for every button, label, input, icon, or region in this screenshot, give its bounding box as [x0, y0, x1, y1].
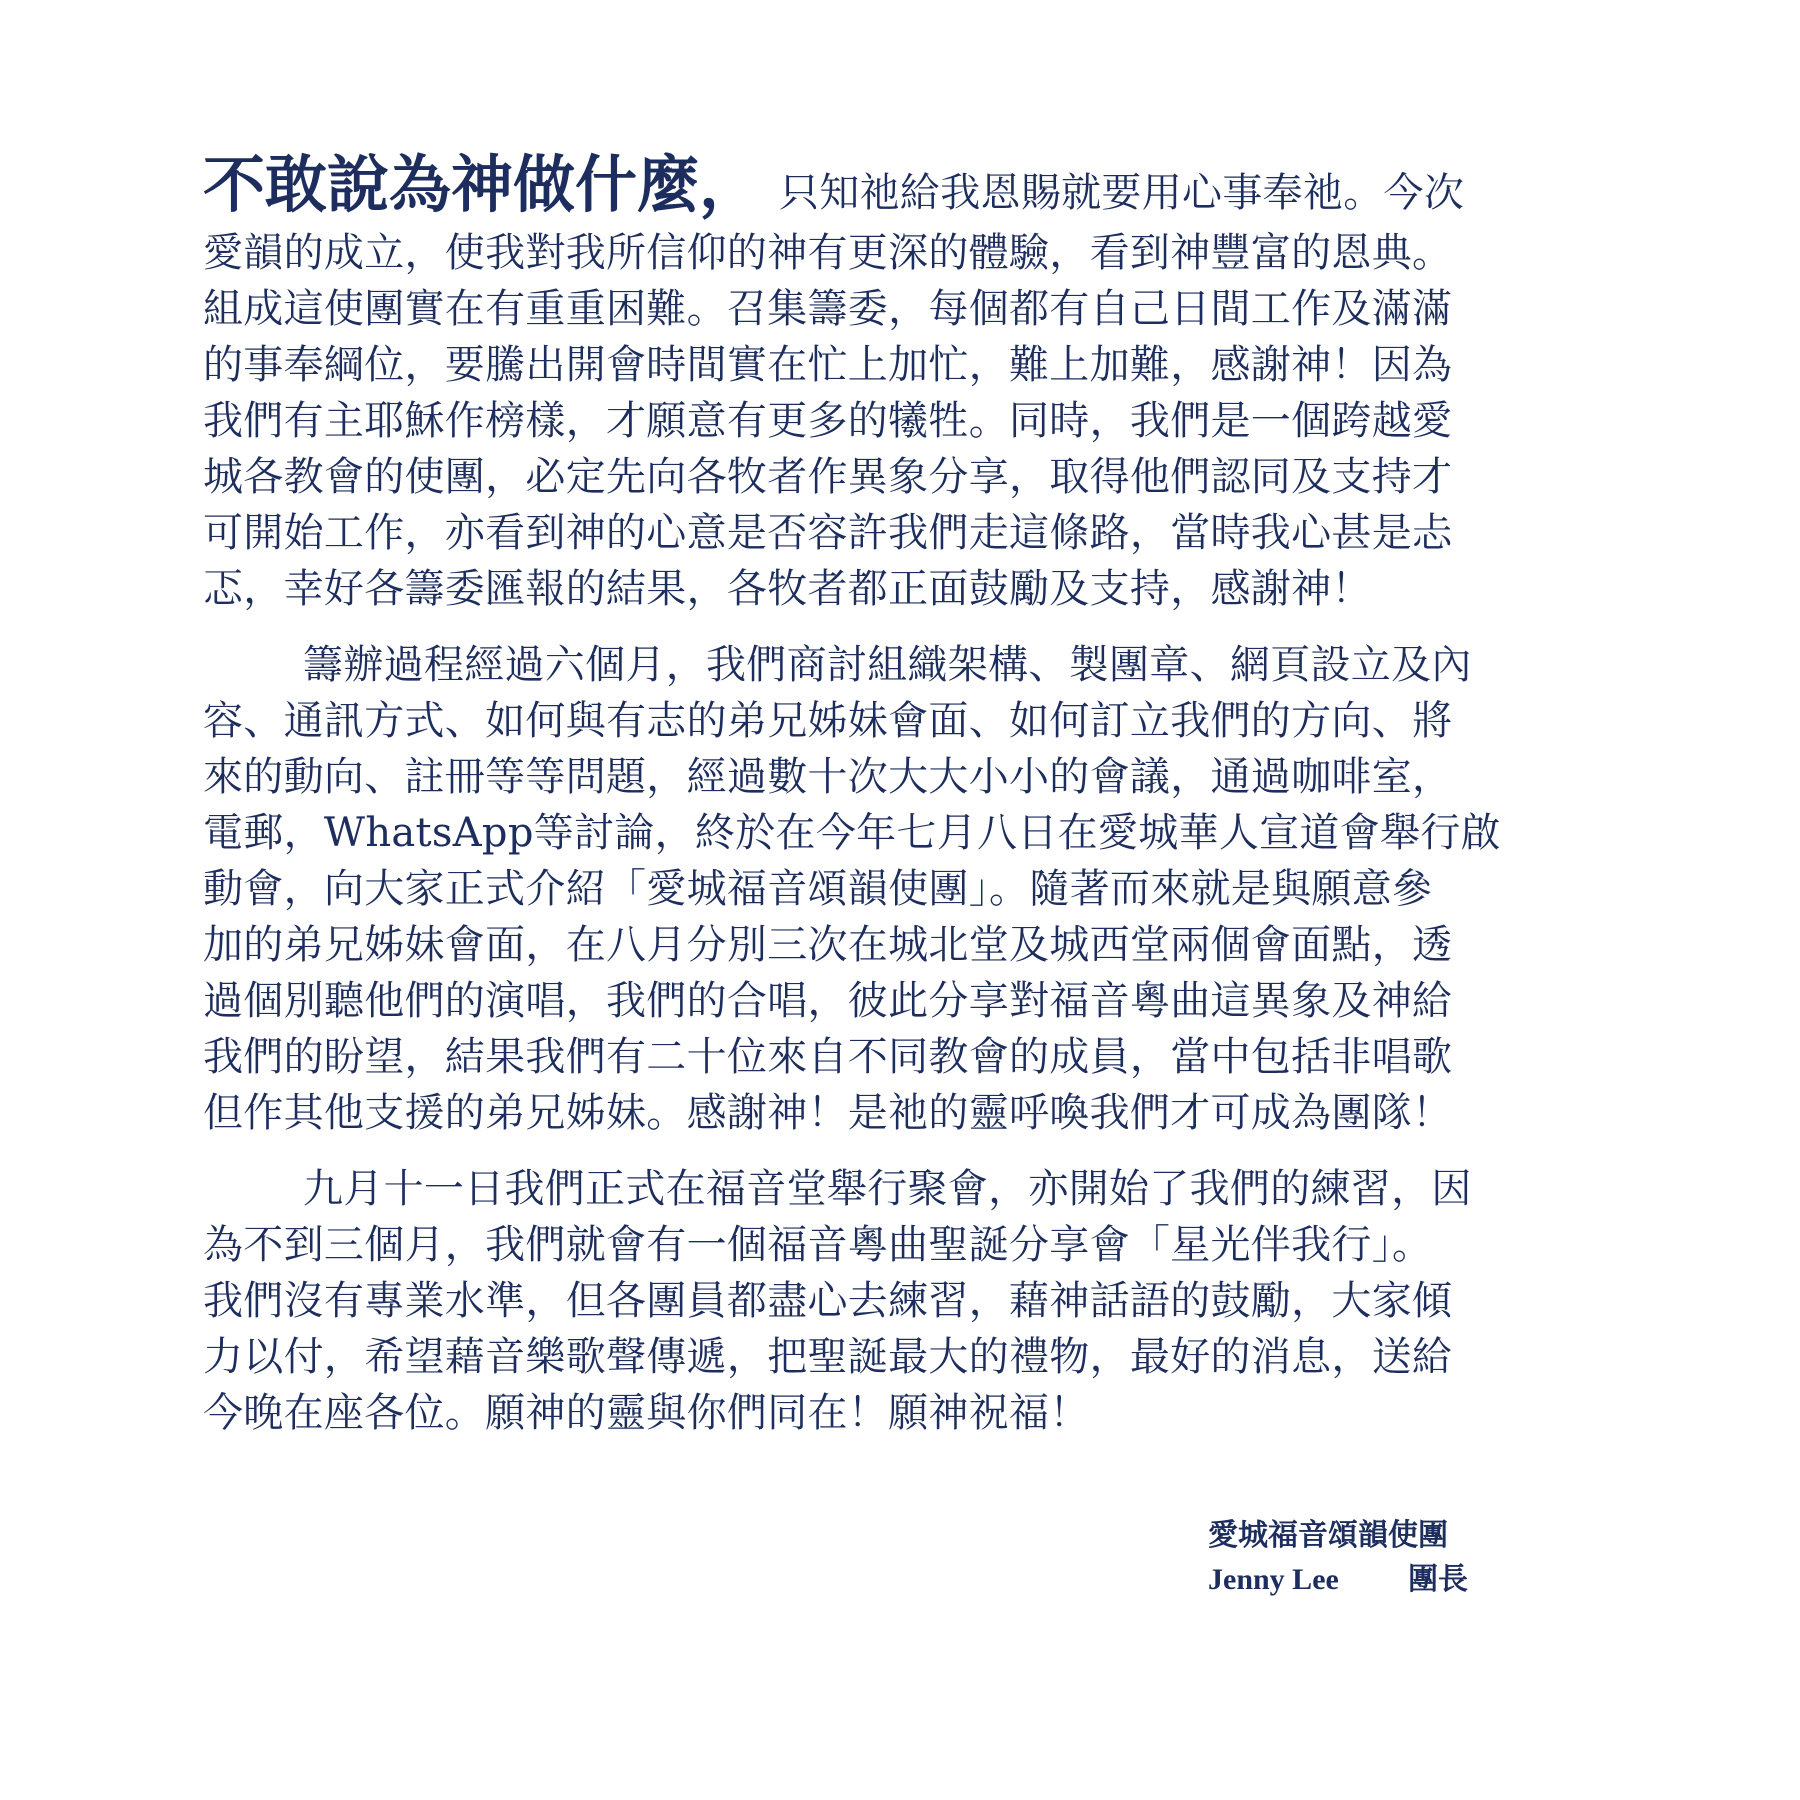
paragraph-2	[203, 637, 1623, 1141]
paragraph-line: 力以付，希望藉音樂歌聲傳遞，把聖誕最大的禮物，最好的消息，送給	[203, 1334, 1453, 1380]
paragraph-line: 的事奉綱位，要騰出開會時間實在忙上加忙，難上加難，感謝神！因為	[203, 342, 1453, 388]
paragraph-1	[203, 225, 1623, 617]
paragraph-line: 為不到三個月，我們就會有一個福音粵曲聖誕分享會「星光伴我行」。	[203, 1222, 1433, 1268]
paragraph-line: 我們的盼望，結果我們有二十位來自不同教會的成員，當中包括非唱歌	[203, 1034, 1453, 1080]
paragraph-line: 九月十一日我們正式在福音堂舉行聚會，亦開始了我們的練習，因	[303, 1166, 1472, 1212]
paragraph-line: 忑，幸好各籌委匯報的結果，各牧者都正面鼓勵及支持，感謝神！	[203, 566, 1372, 612]
paragraph-3	[203, 1161, 1623, 1441]
signature-block	[1208, 1514, 1508, 1602]
paragraph-line: 容、通訊方式、如何與有志的弟兄姊妹會面、如何訂立我們的方向、將	[203, 698, 1453, 744]
paragraph-line: 我們沒有專業水準，但各團員都盡心去練習，藉神話語的鼓勵，大家傾	[203, 1278, 1453, 1324]
paragraph-line: 但作其他支援的弟兄姊妹。感謝神！是祂的靈呼喚我們才可成為團隊！	[203, 1090, 1453, 1136]
lead-heading: 不敢說為神做什麼，	[203, 148, 762, 221]
paragraph-line: 今晚在座各位。願神的靈與你們同在！願神祝福！	[203, 1390, 1090, 1436]
signature-title: 團長	[1408, 1563, 1468, 1596]
signature-name-line	[1208, 1558, 1508, 1602]
paragraph-spacer	[203, 617, 1623, 637]
signature-organization: 愛城福音頌韻使團	[1208, 1519, 1448, 1552]
first-line-text: 只知祂給我恩賜就要用心事奉祂。今次	[779, 170, 1465, 216]
paragraph-line: 來的動向、註冊等等問題，經過數十次大大小小的會議，通過咖啡室，	[203, 754, 1453, 800]
first-line	[203, 145, 1623, 225]
paragraph-line: 加的弟兄姊妹會面，在八月分別三次在城北堂及城西堂兩個會面點，透	[203, 922, 1453, 968]
paragraph-line: 可開始工作，亦看到神的心意是否容許我們走這條路，當時我心甚是忐	[203, 510, 1453, 556]
paragraph-line: 愛韻的成立，使我對我所信仰的神有更深的體驗，看到神豐富的恩典。	[203, 230, 1453, 276]
paragraph-line: 組成這使團實在有重重困難。召集籌委，每個都有自己日間工作及滿滿	[203, 286, 1453, 332]
paragraph-spacer	[203, 1141, 1623, 1161]
paragraph-line: 籌辦過程經過六個月，我們商討組織架構、製團章、網頁設立及內	[303, 642, 1472, 688]
paragraph-line: 過個別聽他們的演唱，我們的合唱，彼此分享對福音粵曲這異象及神給	[203, 978, 1453, 1024]
paragraph-line: 我們有主耶穌作榜樣，才願意有更多的犧牲。同時，我們是一個跨越愛	[203, 398, 1453, 444]
signature-name: Jenny Lee	[1208, 1563, 1339, 1596]
paragraph-line: 城各教會的使團，必定先向各牧者作異象分享，取得他們認同及支持才	[203, 454, 1453, 500]
letter-body	[203, 145, 1623, 1441]
paragraph-line: 電郵，WhatsApp等討論，終於在今年七月八日在愛城華人宣道會舉行啟	[203, 810, 1501, 856]
paragraph-line: 動會，向大家正式介紹「愛城福音頌韻使團」。隨著而來就是與願意參	[203, 866, 1433, 912]
